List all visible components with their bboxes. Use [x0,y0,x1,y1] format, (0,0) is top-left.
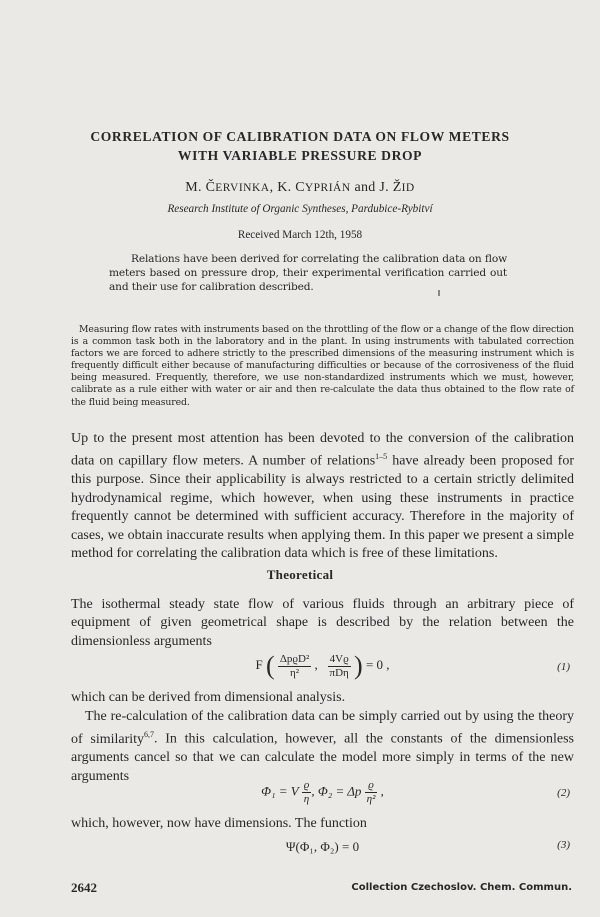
eq2-frac-2 [365,779,378,806]
eq2-tail: , [377,783,384,799]
p3-citation: 6,7 [144,730,155,740]
received-date: Received March 12th, 1958 [237,229,363,241]
author-1-initial: M. Č [185,180,216,195]
eq1-tail: = 0 , [362,656,390,672]
authors [0,180,600,196]
eq2-frac1-num: ϱ [303,779,310,791]
eq2-frac-1 [302,779,312,806]
eq2-phi1: Φ₁ = V [261,783,299,799]
eq1-frac1-den: η² [290,666,300,679]
title-line-2: WITH VARIABLE PRESSURE DROP [177,148,423,163]
author-sep: , K. C [269,180,305,195]
equation-1-number: (1) [557,661,570,673]
paragraph-3 [71,708,574,786]
p1-citation: 1–5 [375,452,388,462]
equation-3 [71,839,574,873]
paragraph-after-eq1: which can be derived from dimensional analysis. [71,690,346,705]
paragraph-1 [71,430,574,564]
scan-mark [438,290,440,296]
p1-text-b: have already been proposed for this purpose. Since their applicability is always restricted to a certain strictly delimited hydrodynamical regime, which however, when using these instruments in practice frequently cannot be determined with sufficient accuracy. Therefore in the majority of cases, we obtain inaccurate results when applying them. In this paper we present a simple method for correlating the calibration data which is free of these limitations. [71,454,574,562]
page-number: 2642 [71,880,97,895]
eq1-comma: , [314,656,318,672]
eq2-frac1-den: η [303,793,310,805]
p3-text-a: The re-calculation of the calibration data can be simply carried out by using the theory of similarity [71,709,574,748]
abstract: Relations have been derived for correlating the calibration data on flow meters based on pressure drop, their experimental verification carried out and their use for calibration described. [109,253,507,293]
author-1-name: ERVINKA [215,182,270,194]
title-line-1: CORRELATION OF CALIBRATION DATA ON FLOW METERS [90,129,510,144]
eq1-frac-2 [328,653,351,680]
section-heading: Theoretical [266,567,334,582]
p3-text-b: . In this calculation, however, all the constants of the dimensionless arguments cancel so that we can calculate the model more simply in terms of the new arguments [71,732,574,784]
author-2-name: YPRIÁN [304,182,351,194]
affiliation: Research Institute of Organic Syntheses, Pardubice-Rybitví [167,203,433,215]
paragraph-2: The isothermal steady state flow of various fluids through an arbitrary piece of equipment of given geometrical shape is described by the relation between the dimensionless arguments [71,597,574,649]
eq1-frac-1 [278,653,311,680]
equation-2 [71,779,574,813]
journal-name: Collection Czechoslov. Chem. Commun. [351,882,572,893]
equation-2-number: (2) [557,787,570,799]
eq1-frac1-num: ΔpϱD² [279,652,310,665]
eq2-frac2-num: ϱ [365,779,378,793]
author-and: and J. Ž [350,180,402,195]
equation-2-formula [71,779,574,806]
eq1-frac2-num: 4Vϱ [328,653,351,667]
intro-paragraph: Measuring flow rates with instruments based on the throttling of the flow or a change of the flow direction is a common task both in the laboratory and in the plant. In using instruments with tabulated correction factors we are forced to adhere strictly to the prescribed dimensions of the measuring instrument which is frequently difficult either because of manufacturing difficulties or because of the corrosiveness of the fluid being measured. Frequently, therefore, we use non-standardized instruments which we must, however, calibrate as a rule either with water or air and then re-calculate the data thus obtained to the flow rate of the fluid being measured. [71,324,574,408]
paper-title [0,127,600,165]
equation-1 [71,651,574,685]
p1-text-a: Up to the present most attention has been devoted to the conversion of the calibration data on capillary flow meters. A number of relations [71,431,574,470]
equation-1-formula: F ( $\frac{\text{ΔpϱD²}}{\text{η²}}$ , $\frac{4Vϱ}{\text{πDη}}$ ) = 0 , [255,651,390,680]
paragraph-after-eq2: which, however, now have dimensions. The function [71,816,367,831]
equation-3-number: (3) [557,839,570,851]
eq1-frac2-den: πDη [329,666,349,679]
author-3-name: ID [401,182,415,194]
equation-3-formula: Ψ(Φ₁, Φ₂) = 0 [285,839,360,854]
eq1-F: F [255,656,263,672]
eq2-sep: , Φ₂ = Δp [311,783,362,799]
eq2-frac2-den: η² [366,793,376,805]
